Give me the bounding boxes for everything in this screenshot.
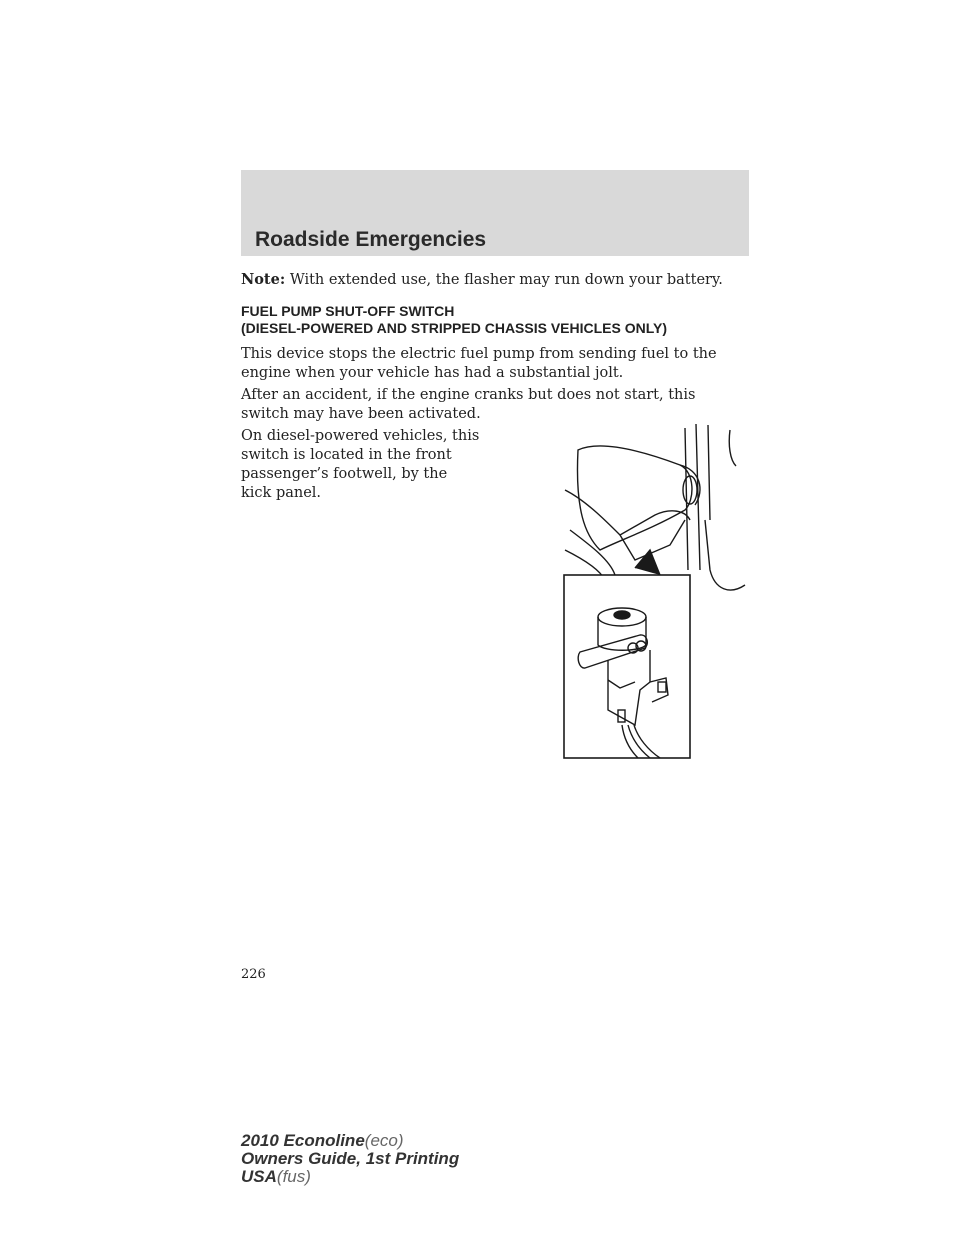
section-heading-line2: (DIESEL-POWERED AND STRIPPED CHASSIS VEHICLES ONLY) — [241, 320, 668, 336]
footer-region-code: (fus) — [276, 1167, 311, 1186]
note-label: Note: — [241, 271, 286, 288]
page-number: 226 — [241, 967, 266, 982]
paragraph-fuel-pump-description: This device stops the electric fuel pump from sending fuel to the engine when your vehicle has had a substantial jolt. — [241, 346, 717, 381]
footer-model: 2010 Econoline — [241, 1131, 365, 1150]
fuel-pump-switch-illustration — [560, 420, 750, 760]
footer-region: USA — [241, 1167, 277, 1186]
section-heading — [241, 303, 761, 337]
page-title: Roadside Emergencies — [255, 228, 487, 251]
paragraph-switch-location: On diesel-powered vehicles, this switch is located in the front passenger’s footwell, by the kick panel. — [241, 428, 480, 501]
footer-model-code: (eco) — [364, 1131, 404, 1150]
document-footer — [241, 1132, 459, 1186]
paragraph-accident: After an accident, if the engine cranks but does not start, this switch may have been activated. — [241, 387, 696, 422]
note-paragraph — [241, 270, 761, 290]
footer-guide: Owners Guide, 1st Printing — [241, 1149, 460, 1168]
section-heading-line1: FUEL PUMP SHUT-OFF SWITCH — [241, 303, 455, 319]
note-text: With extended use, the flasher may run down your battery. — [289, 272, 723, 288]
section-header-bar — [241, 170, 749, 256]
